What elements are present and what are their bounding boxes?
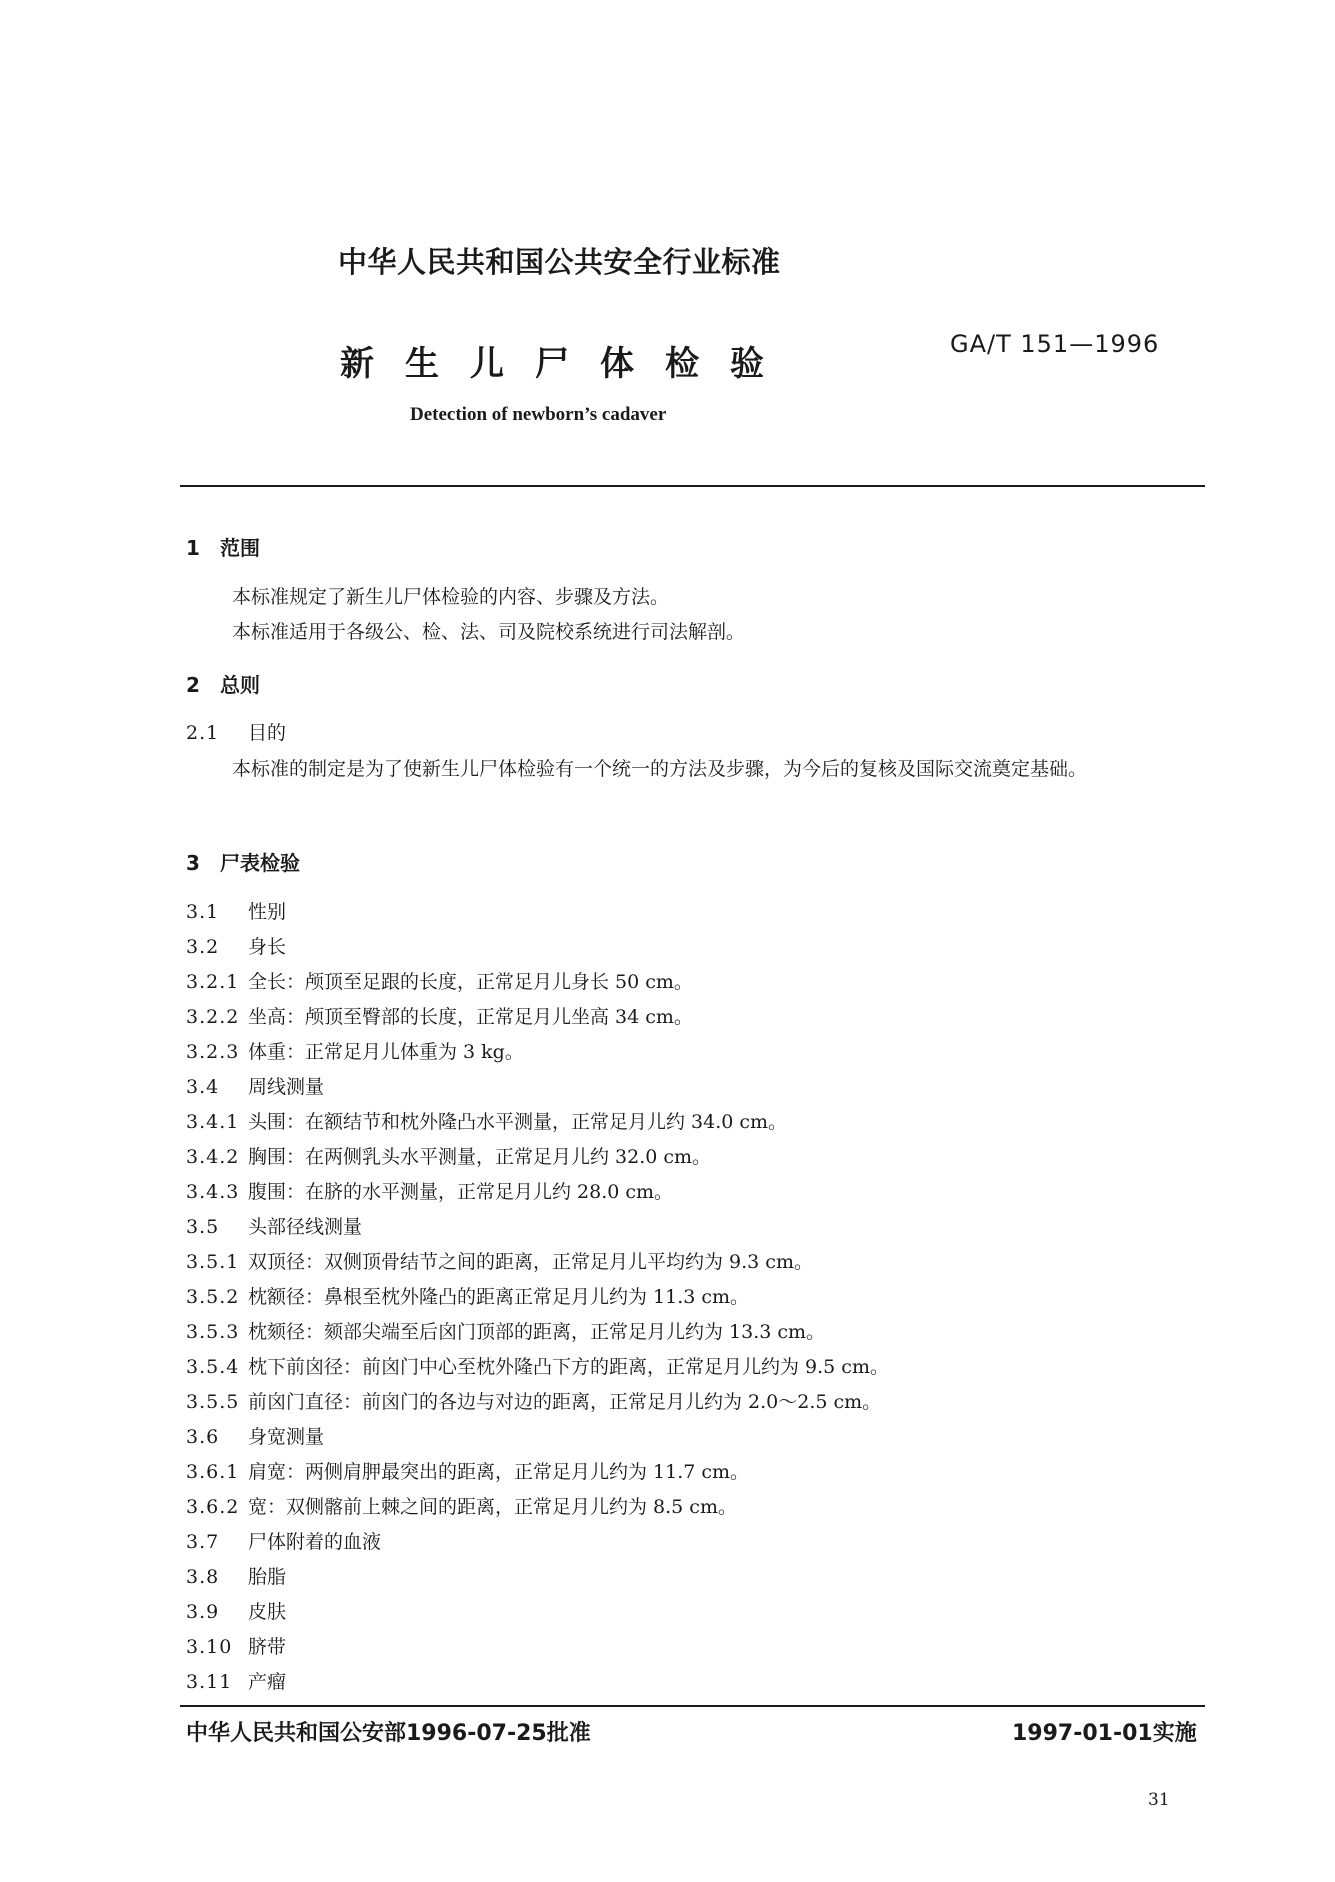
item-number: 3.5.1 (186, 1251, 240, 1273)
list-item (186, 1632, 286, 1659)
list-item (186, 1282, 749, 1309)
item-text: 身长 (248, 936, 287, 958)
page-number: 31 (1148, 1790, 1170, 1810)
page-title: 新生儿尸体检验 (340, 344, 795, 384)
item-text: 双顶径：双侧顶骨结节之间的距离，正常足月儿平均约为 9.3 cm。 (248, 1251, 813, 1273)
list-item (186, 1597, 286, 1624)
item-number: 3.1 (186, 901, 220, 923)
item-number: 3.10 (186, 1636, 233, 1658)
item-text: 枕额径：鼻根至枕外隆凸的距离正常足月儿约为 11.3 cm。 (248, 1286, 750, 1308)
item-number: 3.5.3 (186, 1321, 240, 1343)
section-number: 1 (186, 536, 200, 560)
item-number: 3.6.1 (186, 1461, 240, 1483)
item-text: 头部径线测量 (248, 1216, 363, 1238)
item-text: 宽：双侧髂前上棘之间的距离，正常足月儿约为 8.5 cm。 (248, 1496, 737, 1518)
list-item (186, 1492, 737, 1519)
section-heading (186, 532, 260, 561)
subsection-number: 2.1 (186, 722, 220, 744)
item-text: 肩宽：两侧肩胛最突出的距离，正常足月儿约为 11.7 cm。 (248, 1461, 750, 1483)
item-text: 胸围：在两侧乳头水平测量，正常足月儿约 32.0 cm。 (248, 1146, 712, 1168)
subsection-heading (186, 718, 286, 745)
item-text: 坐高：颅顶至臀部的长度，正常足月儿坐高 34 cm。 (248, 1006, 693, 1028)
item-number: 3.5.2 (186, 1286, 240, 1308)
item-text: 全长：颅顶至足跟的长度，正常足月儿身长 50 cm。 (248, 971, 693, 993)
paragraph: 本标准的制定是为了使新生儿尸体检验有一个统一的方法及步骤，为今后的复核及国际交流奠定基础。 (232, 758, 1088, 780)
item-number: 3.6.2 (186, 1496, 240, 1518)
section-title: 尸表检验 (220, 851, 300, 875)
section-number: 2 (186, 673, 200, 697)
item-text: 脐带 (248, 1636, 287, 1658)
list-item (186, 1107, 787, 1134)
list-item (186, 1212, 362, 1239)
ministry-title: 中华人民共和国公共安全行业标准 (338, 245, 781, 279)
item-text: 周线测量 (248, 1076, 325, 1098)
english-subtitle: Detection of newborn’s cadaver (410, 404, 667, 425)
list-item (186, 932, 286, 959)
list-item (186, 1527, 381, 1554)
list-item (186, 1562, 286, 1589)
approval-line: 中华人民共和国公安部1996-07-25批准 (186, 1721, 591, 1746)
item-number: 3.5.5 (186, 1391, 240, 1413)
item-number: 3.2.2 (186, 1006, 240, 1028)
item-text: 性别 (248, 901, 287, 923)
list-item (186, 1177, 673, 1204)
list-item (186, 967, 693, 994)
item-text: 体重：正常足月儿体重为 3 kg。 (248, 1041, 524, 1063)
list-item (186, 1002, 693, 1029)
section-heading (186, 669, 260, 698)
item-number: 3.9 (186, 1601, 220, 1623)
item-number: 3.5.4 (186, 1356, 240, 1378)
list-item (186, 1387, 881, 1414)
item-number: 3.2 (186, 936, 220, 958)
item-number: 3.4.2 (186, 1146, 240, 1168)
subsection-title: 目的 (248, 722, 287, 744)
item-text: 腹围：在脐的水平测量，正常足月儿约 28.0 cm。 (248, 1181, 674, 1203)
item-number: 3.5 (186, 1216, 220, 1238)
section-title: 总则 (220, 673, 260, 697)
item-number: 3.4.3 (186, 1181, 240, 1203)
effective-date: 1997-01-01实施 (1012, 1721, 1197, 1746)
standard-code: GA/T 151—1996 (950, 330, 1160, 358)
footer-divider (180, 1705, 1205, 1707)
paragraph: 本标准适用于各级公、检、法、司及院校系统进行司法解剖。 (232, 621, 746, 643)
list-item (186, 1667, 286, 1694)
item-text: 身宽测量 (248, 1426, 325, 1448)
item-text: 枕颏径：颏部尖端至后囟门顶部的距离，正常足月儿约为 13.3 cm。 (248, 1321, 826, 1343)
item-number: 3.7 (186, 1531, 220, 1553)
item-number: 3.4.1 (186, 1111, 240, 1133)
list-item (186, 1352, 889, 1379)
list-item (186, 897, 286, 924)
item-number: 3.2.1 (186, 971, 240, 993)
item-number: 3.6 (186, 1426, 220, 1448)
item-text: 头围：在额结节和枕外隆凸水平测量，正常足月儿约 34.0 cm。 (248, 1111, 788, 1133)
section-heading (186, 847, 300, 876)
item-text: 尸体附着的血液 (248, 1531, 382, 1553)
list-item (186, 1457, 749, 1484)
item-number: 3.8 (186, 1566, 220, 1588)
item-number: 3.2.3 (186, 1041, 240, 1063)
section-number: 3 (186, 851, 200, 875)
item-text: 胎脂 (248, 1566, 287, 1588)
paragraph: 本标准规定了新生儿尸体检验的内容、步骤及方法。 (232, 586, 670, 608)
header-divider (180, 485, 1205, 487)
list-item (186, 1072, 324, 1099)
list-item (186, 1247, 813, 1274)
item-number: 3.4 (186, 1076, 220, 1098)
list-item (186, 1142, 711, 1169)
item-text: 前囟门直径：前囟门的各边与对边的距离，正常足月儿约为 2.0～2.5 cm。 (248, 1391, 882, 1413)
section-title: 范围 (220, 536, 260, 560)
list-item (186, 1317, 825, 1344)
item-text: 皮肤 (248, 1601, 287, 1623)
item-number: 3.11 (186, 1671, 233, 1693)
list-item (186, 1037, 524, 1064)
item-text: 产瘤 (248, 1671, 287, 1693)
list-item (186, 1422, 324, 1449)
item-text: 枕下前囟径：前囟门中心至枕外隆凸下方的距离，正常足月儿约为 9.5 cm。 (248, 1356, 889, 1378)
